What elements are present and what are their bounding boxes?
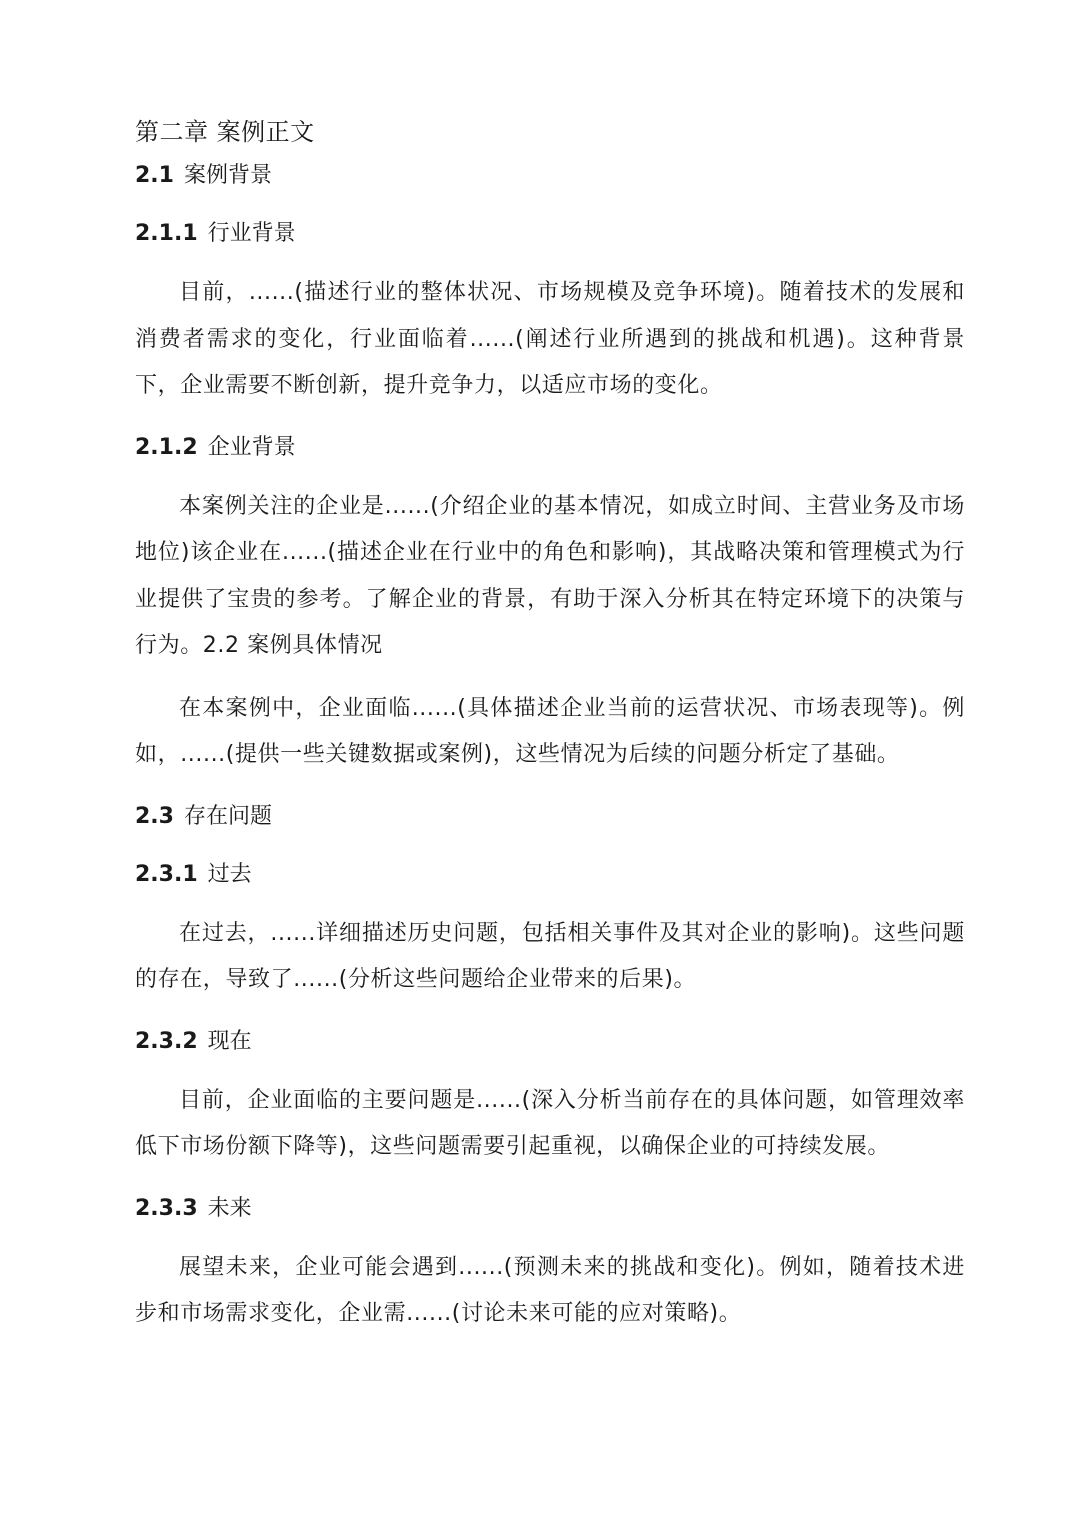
section-title: 存在问题 [183, 803, 272, 829]
spacer [135, 670, 965, 686]
paragraph-case-details: 在本案例中，企业面临......(具体描述企业当前的运营状况、市场表现等)。例如，......(提供一些关键数据或案例)，这些情况为后续的问题分析定了基础。 [135, 695, 965, 767]
section-number: 2.1 [135, 163, 174, 188]
section-title: 企业背景 [207, 434, 296, 460]
document-body [135, 110, 965, 1338]
spacer [135, 470, 965, 484]
spacer [135, 1064, 965, 1078]
section-title: 现在 [207, 1028, 252, 1054]
paragraph-future: 展望未来，企业可能会遇到......(预测未来的挑战和变化)。例如，随着技术进步和市场需求变化，企业需......(讨论未来可能的应对策略)。 [135, 1254, 965, 1326]
spacer [135, 1231, 965, 1245]
section-number: 2.3.3 [135, 1195, 198, 1221]
paragraph-company-background: 本案例关注的企业是......(介绍企业的基本情况，如成立时间、主营业务及市场地位)该企业在......(描述企业在行业中的角色和影响)，其战略决策和管理模式为行业提供了宝贵的参考。了解企业的背景，有助于深入分析其在特定环境下的决策与行为。2.2 案例具体情况 [135, 493, 965, 658]
section-title: 案例背景 [183, 163, 272, 188]
section-heading-2-3-3 [135, 1187, 965, 1231]
section-heading-2-1 [135, 154, 965, 198]
section-title: 过去 [207, 861, 252, 887]
spacer [135, 1171, 965, 1187]
section-heading-2-3-1 [135, 853, 965, 897]
section-number: 2.3.1 [135, 861, 198, 887]
section-heading-2-3-2 [135, 1020, 965, 1064]
paragraph-industry-background: 目前，......(描述行业的整体状况、市场规模及竞争环境)。随着技术的发展和消费者需求的变化，行业面临着......(阐述行业所遇到的挑战和机遇)。这种背景下，企业需要不断创新，提升竞争力，以适应市场的变化。 [135, 280, 965, 398]
section-number: 2.1.2 [135, 434, 198, 460]
paragraph-present: 目前，企业面临的主要问题是......(深入分析当前存在的具体问题，如管理效率低下市场份额下降等)，这些问题需要引起重视，以确保企业的可持续发展。 [135, 1087, 965, 1159]
section-heading-2-1-1 [135, 212, 965, 256]
chapter-title: 第二章 案例正文 [135, 118, 315, 146]
spacer [135, 779, 965, 795]
spacer [135, 410, 965, 426]
spacer [135, 839, 965, 853]
section-heading-2-3 [135, 795, 965, 839]
section-heading-2-1-2 [135, 426, 965, 470]
spacer [135, 897, 965, 911]
section-title: 未来 [207, 1195, 252, 1221]
spacer [135, 1004, 965, 1020]
section-number: 2.3 [135, 803, 174, 829]
section-number: 2.1.1 [135, 221, 198, 246]
spacer [135, 256, 965, 270]
section-number: 2.3.2 [135, 1028, 198, 1054]
paragraph-past: 在过去，......详细描述历史问题，包括相关事件及其对企业的影响)。这些问题的存在，导致了......(分析这些问题给企业带来的后果)。 [135, 920, 965, 992]
section-title: 行业背景 [207, 221, 296, 246]
spacer [135, 198, 965, 212]
